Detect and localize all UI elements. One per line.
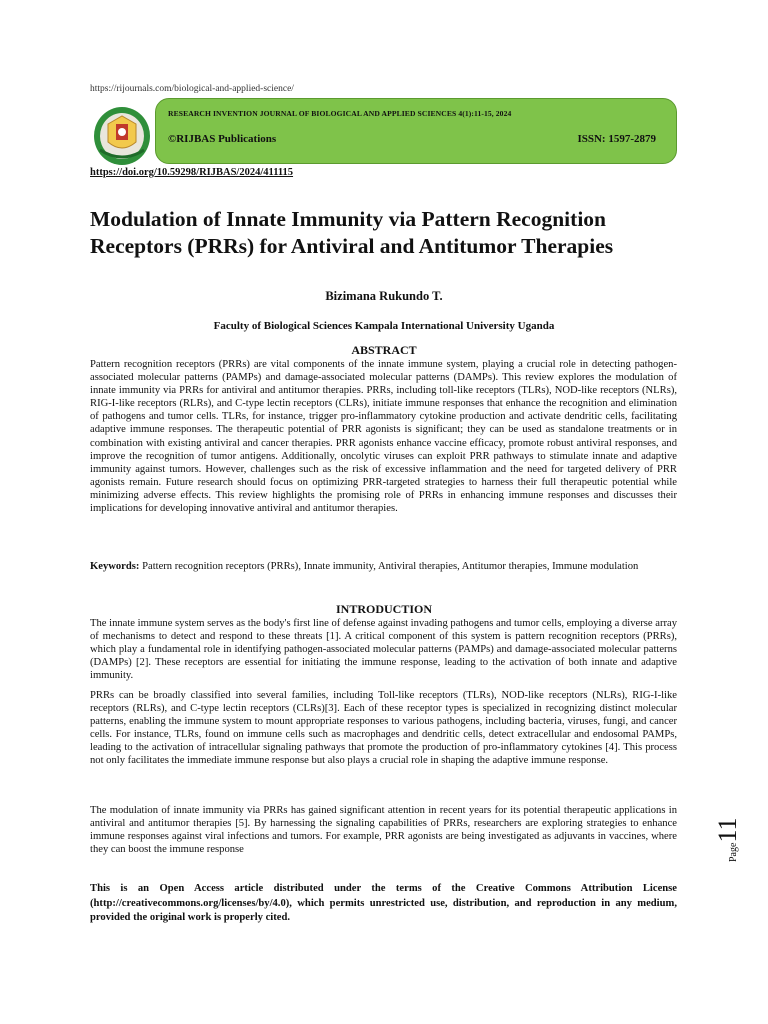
abstract-heading: ABSTRACT [351,343,417,357]
doi-link[interactable]: https://doi.org/10.59298/RIJBAS/2024/411115 [90,167,294,178]
page-number [713,818,743,863]
introduction-heading: INTRODUCTION [335,602,432,616]
journal-banner [155,98,677,164]
page-label: Page [728,842,739,862]
keywords-list: Pattern recognition receptors (PRRs), Innate immunity, Antiviral therapies, Antitumor therapies, Immune modulation [142,561,639,572]
license-statement: This is an Open Access article distributed under the terms of the Creative Commons Attribution License (http://creativecommons.org/licenses/by/4.0), which permits unrestricted use, distribution, and reproduction in any medium, provided the original work is properly cited. [90,883,677,923]
keywords [90,560,677,573]
journal-url[interactable]: https://rijournals.com/biological-and-applied-science/ [90,84,294,94]
publisher: ©RIJBAS Publications [168,133,277,145]
page-number-value: 11 [713,817,742,843]
intro-paragraph-3: The modulation of innate immunity via PRRs has gained significant attention in recent years for its potential therapeutic applications in antiviral and antitumor therapies [5]. By harnessing the signaling capabilities of PRRs, researchers are exploring strategies to enhance immune responses against viral infections and tumors. For example, PRR agonists are being investigated as adjuvants in vaccines, where they can boost the immune response [90,805,677,856]
intro-paragraph-1: The innate immune system serves as the body's first line of defense against invading pathogens and tumor cells, employing a diverse array of mechanisms to detect and respond to these threats [1]. A critical component of this system is pattern recognition receptors (PRRs), which play a fundamental role in identifying pathogen-associated molecular patterns (PAMPs) and damage-associated molecular patterns (DAMPs) [2]. These receptors are essential for initiating the immune response, leading to the activation of both innate and adaptive immunity. [90,618,677,682]
abstract-text: Pattern recognition receptors (PRRs) are vital components of the innate immune system, playing a crucial role in detecting pathogen-associated molecular patterns (PAMPs) and damage-associated molecular patterns (DAMPs). This review explores the modulation of innate immunity via PRRs for antiviral and antitumor therapies. PRRs, including toll-like receptors (TLRs), NOD-like receptors (NLRs), RIG-I-like receptors (RLRs), and C-type lectin receptors (CLRs), initiate immune responses that enhance the recognition and elimination of pathogens and tumor cells. TLRs, for instance, trigger pro-inflammatory cytokine production and activate dendritic cells, facilitating adaptive immune responses. The therapeutic potential of PRR agonists is significant; they can be used as standalone treatments or in combination with existing antiviral and cancer therapies. PRR agonists enhance vaccine efficacy, promote robust antiviral responses, and improve the recognition of tumor antigens. Additionally, oncolytic viruses can exploit PRR pathways to stimulate innate and adaptive immunity against tumors. However, challenges such as the risk of excessive inflammation and the need for targeted delivery of PRR agonists remain. Future research should focus on optimizing PRR-targeted strategies to harness their full therapeutic potential while minimizing adverse effects. This review highlights the promising role of PRRs in enhancing immune responses and discusses their implications for developing innovative antiviral and antitumor therapies. [90,359,677,515]
intro-paragraph-2: PRRs can be broadly classified into several families, including Toll-like receptors (TLRs), NOD-like receptors (NLRs), RIG-I-like receptors (RLRs), and C-type lectin receptors (CLRs)[3]. Each of these receptor types is specialized in recognizing distinct molecular patterns, enabling the immune system to mount appropriate responses to various pathogens, including bacteria, viruses, fungi, and cancer cells. For instance, TLRs, found on immune cells such as macrophages and dendritic cells, detect extracellular and endosomal PAMPs, leading to the activation of intracellular signaling pathways that promote the production of pro-inflammatory cytokines [4]. This process not only facilitates the immediate immune response but also plays a crucial role in shaping the adaptive immune response. [90,690,677,767]
affiliation: Faculty of Biological Sciences Kampala International University Uganda [213,320,555,332]
keywords-label: Keywords: [90,561,140,572]
issn: ISSN: 1597-2879 [577,133,656,145]
journal-line: RESEARCH INVENTION JOURNAL OF BIOLOGICAL AND APPLIED SCIENCES 4(1):11-15, 2024 [168,109,512,118]
article-title: Modulation of Innate Immunity via Pattern Recognition Receptors (PRRs) for Antiviral and Antitumor Therapies [90,207,614,258]
journal-seal-logo [92,102,152,166]
author: Bizimana Rukundo T. [325,289,443,303]
